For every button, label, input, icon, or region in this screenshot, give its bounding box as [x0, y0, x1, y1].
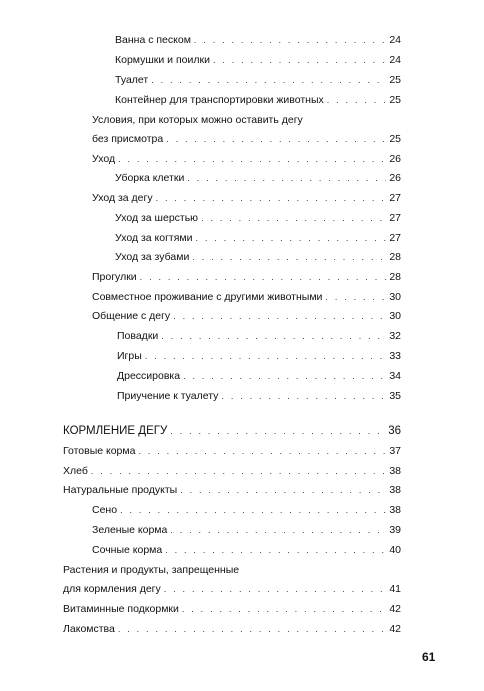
toc-entry-title: Приучение к туалету: [117, 390, 219, 402]
toc-entry: [117, 389, 401, 403]
toc-entry-page: 36: [388, 425, 401, 437]
dot-leader: [164, 582, 387, 596]
toc-entry: [92, 543, 401, 557]
toc-entry-title: Контейнер для транспортировки животных: [115, 94, 324, 106]
page-number: 61: [422, 650, 436, 664]
toc-entry-title: Витаминные подкормки: [63, 603, 179, 615]
toc-entry-page: 25: [389, 133, 401, 145]
toc-entry-title: Кормушки и поилки: [115, 54, 210, 66]
toc-entry: [117, 329, 401, 343]
dot-leader: [221, 389, 386, 403]
dot-leader: [213, 53, 386, 67]
toc-entry-title: Натуральные продукты: [63, 484, 178, 496]
toc-entry-title: Сочные корма: [92, 544, 163, 556]
dot-leader: [183, 369, 386, 383]
toc-entry-page: 30: [389, 310, 401, 322]
toc-entry-title: Совместное проживание с другими животными: [92, 291, 323, 303]
toc-entry-page: 28: [389, 271, 401, 283]
toc-entry-title: для кормления дегу: [63, 583, 161, 595]
toc-entry: [115, 231, 401, 245]
toc-entry-page: 24: [389, 54, 401, 66]
toc-entry-page: 25: [389, 94, 401, 106]
toc-entry-title: Уход за шерстью: [115, 212, 199, 224]
toc-entry: [115, 211, 401, 225]
toc-entry-page: 27: [389, 232, 401, 244]
toc-entry-page: 37: [389, 445, 401, 457]
dot-leader: [118, 622, 386, 636]
toc-entry-title: Уход за когтями: [115, 232, 193, 244]
dot-leader: [118, 152, 386, 166]
toc-entry-page: 39: [389, 524, 401, 536]
toc-entry-title: Туалет: [115, 74, 149, 86]
dot-leader: [327, 93, 387, 107]
toc-entry-page: 42: [389, 623, 401, 635]
toc-entry-page: 34: [389, 370, 401, 382]
toc-entry-page: 42: [389, 603, 401, 615]
toc-entry-title: Ванна с песком: [115, 34, 191, 46]
dot-leader: [182, 602, 386, 616]
toc-entry-page: 27: [389, 192, 401, 204]
toc-entry-title: Зеленые корма: [92, 524, 168, 536]
toc-entry-page: 35: [389, 390, 401, 402]
toc-entry: [115, 171, 401, 185]
dot-leader: [325, 290, 386, 304]
toc-entry: [115, 73, 401, 87]
toc-entry: [92, 290, 401, 304]
dot-leader: [145, 349, 387, 363]
toc-entry-title: Повадки: [117, 330, 159, 342]
toc-entry-page: 26: [389, 153, 401, 165]
toc-entry: [115, 250, 401, 264]
toc-entry-title: Уборка клетки: [115, 172, 185, 184]
toc-entry: [115, 53, 401, 67]
toc-entry: [117, 369, 401, 383]
toc-entry-title: Общение с дегу: [92, 310, 171, 322]
dot-leader: [170, 424, 385, 438]
dot-leader: [166, 132, 386, 146]
toc-entry-title: Прогулки: [92, 271, 137, 283]
toc-entry-page: 38: [389, 504, 401, 516]
toc-entry-page: 33: [389, 350, 401, 362]
dot-leader: [120, 503, 386, 517]
dot-leader: [194, 33, 386, 47]
toc-entry-title: Сено: [92, 504, 118, 516]
toc-entry: [92, 152, 401, 166]
toc-entry-page: 25: [389, 74, 401, 86]
dot-leader: [196, 231, 387, 245]
toc-section-heading: [63, 424, 401, 438]
toc-entry: [63, 582, 401, 596]
toc-entry: [63, 444, 401, 458]
dot-leader: [151, 73, 386, 87]
toc-entry-title: Лакомства: [63, 623, 115, 635]
dot-leader: [138, 444, 386, 458]
dot-leader: [91, 464, 386, 478]
toc-entry-title: Готовые корма: [63, 445, 136, 457]
toc-entry: [92, 309, 401, 323]
toc-entry: [92, 523, 401, 537]
toc-entry: [115, 33, 401, 47]
toc-entry: [117, 349, 401, 363]
toc-entry-title: без присмотра: [92, 133, 164, 145]
dot-leader: [180, 483, 386, 497]
toc-entry: [63, 483, 401, 497]
dot-leader: [170, 523, 386, 537]
toc-entry-page: 28: [389, 251, 401, 263]
toc-entry: [63, 464, 401, 478]
toc-entry-page: 24: [389, 34, 401, 46]
toc-entry-page: 30: [389, 291, 401, 303]
toc-entry-page: 27: [389, 212, 401, 224]
dot-leader: [161, 329, 386, 343]
dot-leader: [140, 270, 387, 284]
toc-entry-title: Хлеб: [63, 465, 88, 477]
toc-entry-title: КОРМЛЕНИЕ ДЕГУ: [63, 425, 168, 437]
toc-entry-title: Игры: [117, 350, 142, 362]
dot-leader: [165, 543, 386, 557]
toc-entry-page: 40: [389, 544, 401, 556]
toc-entry: [92, 191, 401, 205]
toc-entry-page: 41: [389, 583, 401, 595]
toc-entry: [63, 622, 401, 636]
toc-entry: [92, 503, 401, 517]
toc-entry-title-line1: Растения и продукты, запрещенные: [63, 564, 240, 576]
toc-entry-title: Уход за дегу: [92, 192, 153, 204]
toc-entry: [63, 602, 401, 616]
toc-entry-page: 32: [389, 330, 401, 342]
toc-entry: [115, 93, 401, 107]
toc-entry-title: Уход за зубами: [115, 251, 190, 263]
toc-entry: [92, 270, 401, 284]
toc-entry: [92, 132, 401, 146]
toc-entry-page: 38: [389, 484, 401, 496]
toc-entry-title: Уход: [92, 153, 116, 165]
dot-leader: [156, 191, 387, 205]
dot-leader: [192, 250, 386, 264]
dot-leader: [201, 211, 386, 225]
toc-entry-title-line1: Условия, при которых можно оставить дегу: [92, 114, 303, 126]
toc-entry-page: 38: [389, 465, 401, 477]
toc-entry-page: 26: [389, 172, 401, 184]
dot-leader: [187, 171, 386, 185]
dot-leader: [173, 309, 386, 323]
toc-entry-title: Дрессировка: [117, 370, 181, 382]
